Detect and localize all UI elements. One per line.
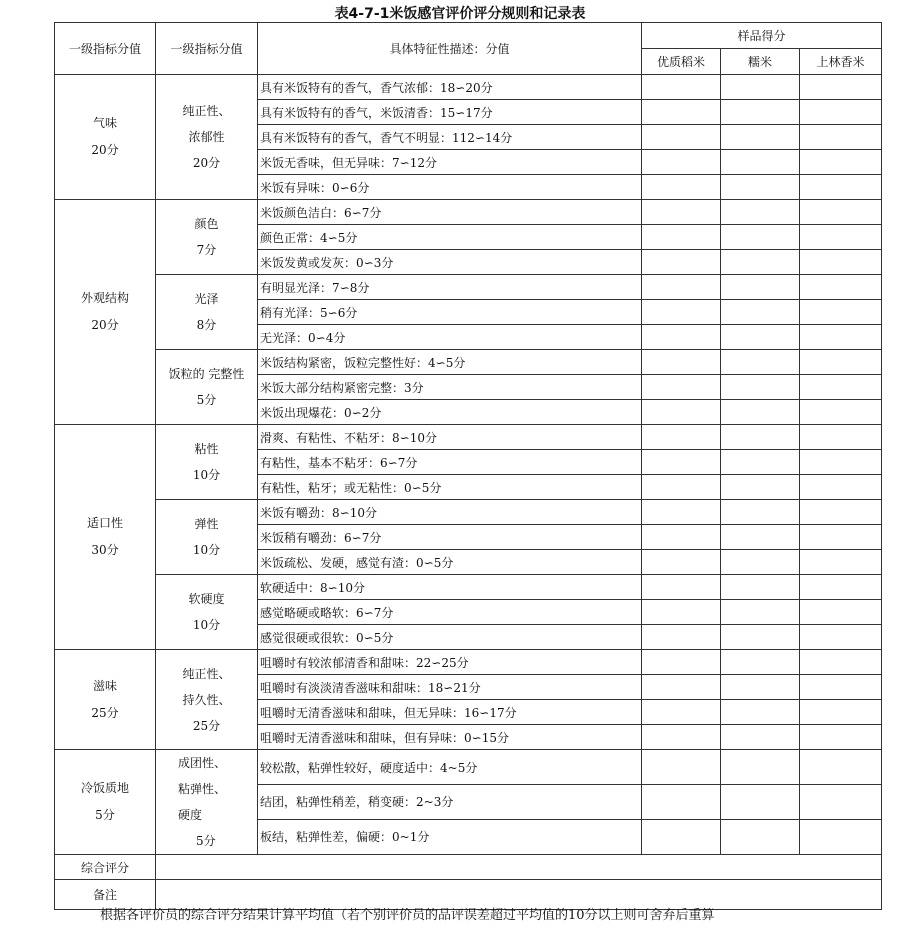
sub-aroma-name2: 浓郁性 xyxy=(188,130,225,144)
category-taste-name: 滋味 xyxy=(92,678,117,693)
sub-taste-name2: 持久性、 xyxy=(182,692,231,707)
criterion: 米饭稍有嚼劲：6∽7分 xyxy=(258,525,642,550)
score-cell[interactable] xyxy=(800,785,882,819)
sub-aroma-score: 20分 xyxy=(192,156,221,170)
score-cell[interactable] xyxy=(721,450,800,475)
criterion: 米饭颜色洁白：6∽7分 xyxy=(258,200,642,225)
sub-taste xyxy=(156,650,258,750)
criterion: 米饭发黄或发灰：0∽3分 xyxy=(258,250,642,275)
score-cell[interactable] xyxy=(800,575,882,600)
score-cell[interactable] xyxy=(800,75,882,100)
score-cell[interactable] xyxy=(800,450,882,475)
sub-gloss-name: 光泽 xyxy=(194,292,219,306)
score-cell[interactable] xyxy=(800,425,882,450)
score-cell[interactable] xyxy=(721,700,800,725)
criterion: 米饭结构紧密，饭粒完整性好：4∽5分 xyxy=(258,350,642,375)
sub-taste-score: 25分 xyxy=(192,718,221,733)
score-cell[interactable] xyxy=(642,275,721,300)
sub-cold-score: 5分 xyxy=(196,834,216,848)
score-cell[interactable] xyxy=(642,475,721,500)
sub-elasticity-score: 10分 xyxy=(192,543,221,557)
score-cell[interactable] xyxy=(800,325,882,350)
criterion: 米饭疏松、发硬，感觉有渣：0∽5分 xyxy=(258,550,642,575)
score-cell[interactable] xyxy=(721,75,800,100)
score-cell[interactable] xyxy=(800,250,882,275)
sub-cold xyxy=(156,750,258,855)
remarks-label: 备注 xyxy=(55,880,156,910)
score-cell[interactable] xyxy=(721,300,800,325)
score-cell[interactable] xyxy=(721,150,800,175)
overall-score-label: 综合评分 xyxy=(55,855,156,880)
score-cell[interactable] xyxy=(642,650,721,675)
score-cell[interactable] xyxy=(800,275,882,300)
sub-cold-name2: 粘弹性、 xyxy=(178,782,227,796)
score-cell[interactable] xyxy=(721,750,800,785)
score-cell[interactable] xyxy=(800,400,882,425)
score-cell[interactable] xyxy=(721,375,800,400)
category-cold-score: 5分 xyxy=(95,808,115,822)
sub-integrity-name: 饭粒的 完整性 xyxy=(168,367,245,381)
score-cell[interactable] xyxy=(642,100,721,125)
score-cell[interactable] xyxy=(642,250,721,275)
score-cell[interactable] xyxy=(642,375,721,400)
header-sample-1: 优质稻米 xyxy=(642,49,721,75)
score-cell[interactable] xyxy=(800,475,882,500)
score-cell[interactable] xyxy=(642,350,721,375)
score-cell[interactable] xyxy=(642,225,721,250)
score-cell[interactable] xyxy=(721,819,800,854)
criterion: 米饭有异味：0∽6分 xyxy=(258,175,642,200)
criterion: 具有米饭特有的香气，香气不明显：112∽14分 xyxy=(258,125,642,150)
sub-hardness-name: 软硬度 xyxy=(188,592,225,606)
score-cell[interactable] xyxy=(642,75,721,100)
score-cell[interactable] xyxy=(721,250,800,275)
score-cell[interactable] xyxy=(721,425,800,450)
score-cell[interactable] xyxy=(721,725,800,750)
score-cell[interactable] xyxy=(800,600,882,625)
sub-elasticity-name: 弹性 xyxy=(194,517,219,531)
score-cell[interactable] xyxy=(721,400,800,425)
criterion: 稍有光泽：5∽6分 xyxy=(258,300,642,325)
header-sample-2: 糯米 xyxy=(721,49,800,75)
category-aroma-score: 20分 xyxy=(91,143,119,157)
sub-cold-name1: 成团性、 xyxy=(178,756,227,770)
score-cell[interactable] xyxy=(721,600,800,625)
score-cell[interactable] xyxy=(642,125,721,150)
score-cell[interactable] xyxy=(721,550,800,575)
score-cell[interactable] xyxy=(721,625,800,650)
sub-color xyxy=(156,200,258,275)
score-cell[interactable] xyxy=(642,700,721,725)
score-cell[interactable] xyxy=(642,675,721,700)
category-cold-rice xyxy=(55,750,156,855)
sub-viscosity xyxy=(156,425,258,500)
score-cell[interactable] xyxy=(800,819,882,854)
criterion: 颜色正常：4∽5分 xyxy=(258,225,642,250)
score-cell[interactable] xyxy=(800,350,882,375)
header-sample-score: 样品得分 xyxy=(642,23,882,49)
sub-hardness-score: 10分 xyxy=(192,618,221,632)
sub-integrity-score: 5分 xyxy=(196,393,217,407)
score-cell[interactable] xyxy=(721,225,800,250)
criterion: 结团，粘弹性稍差，稍变硬：2~3分 xyxy=(258,785,642,819)
score-cell[interactable] xyxy=(642,750,721,785)
sub-aroma xyxy=(156,75,258,200)
score-cell[interactable] xyxy=(721,125,800,150)
criterion: 有粘性，基本不粘牙：6∽7分 xyxy=(258,450,642,475)
score-cell[interactable] xyxy=(800,200,882,225)
score-cell[interactable] xyxy=(642,625,721,650)
score-cell[interactable] xyxy=(642,300,721,325)
score-cell[interactable] xyxy=(721,100,800,125)
score-cell[interactable] xyxy=(800,150,882,175)
criterion: 具有米饭特有的香气，米饭清香：15∽17分 xyxy=(258,100,642,125)
criterion: 滑爽、有粘性、不粘牙：8∽10分 xyxy=(258,425,642,450)
sub-viscosity-score: 10分 xyxy=(192,468,221,482)
sub-gloss-score: 8分 xyxy=(196,318,217,332)
category-aroma xyxy=(55,75,156,200)
sub-cold-name3: 硬度 xyxy=(178,808,203,822)
criterion: 咀嚼时有较浓郁清香和甜味：22∽25分 xyxy=(258,650,642,675)
score-cell[interactable] xyxy=(800,125,882,150)
category-taste xyxy=(55,650,156,750)
score-cell[interactable] xyxy=(642,575,721,600)
category-appearance-score: 20分 xyxy=(91,318,119,332)
header-sample-3: 上林香米 xyxy=(800,49,882,75)
sub-grain-integrity xyxy=(156,350,258,425)
criterion: 咀嚼时无清香滋味和甜味，但有异味：0∽15分 xyxy=(258,725,642,750)
score-cell[interactable] xyxy=(642,819,721,854)
score-cell[interactable] xyxy=(800,625,882,650)
sub-elasticity xyxy=(156,500,258,575)
criterion: 软硬适中：8∽10分 xyxy=(258,575,642,600)
criterion: 有粘性，粘牙；或无粘性：0∽5分 xyxy=(258,475,642,500)
category-aroma-name: 气味 xyxy=(92,116,117,130)
score-cell[interactable] xyxy=(642,600,721,625)
score-cell[interactable] xyxy=(642,785,721,819)
sensory-evaluation-table xyxy=(54,22,882,910)
category-cold-name: 冷饭质地 xyxy=(80,781,129,795)
score-cell[interactable] xyxy=(642,175,721,200)
footer-note: 根据各评价员的综合评分结果计算平均值（若个别评价员的品评误差超过平均值的10分以上则可舍弃后重算 xyxy=(100,908,715,923)
score-cell[interactable] xyxy=(721,525,800,550)
sub-gloss xyxy=(156,275,258,350)
score-cell[interactable] xyxy=(642,425,721,450)
category-taste-score: 25分 xyxy=(91,705,119,720)
category-palatability-score: 30分 xyxy=(91,543,119,557)
score-cell[interactable] xyxy=(800,750,882,785)
sub-color-score: 7分 xyxy=(196,243,217,257)
score-cell[interactable] xyxy=(721,575,800,600)
score-cell[interactable] xyxy=(721,475,800,500)
criterion: 感觉很硬或很软：0∽5分 xyxy=(258,625,642,650)
score-cell[interactable] xyxy=(721,500,800,525)
criterion: 具有米饭特有的香气，香气浓郁：18∽20分 xyxy=(258,75,642,100)
score-cell[interactable] xyxy=(800,725,882,750)
sub-color-name: 颜色 xyxy=(194,217,219,231)
score-cell[interactable] xyxy=(642,200,721,225)
table-title: 表4-7-1米饭感官评价评分规则和记录表 xyxy=(334,6,586,22)
score-cell[interactable] xyxy=(800,525,882,550)
sub-aroma-name1: 纯正性、 xyxy=(182,104,231,118)
criterion: 米饭出现爆花：0∽2分 xyxy=(258,400,642,425)
sub-viscosity-name: 粘性 xyxy=(194,442,219,456)
criterion: 米饭有嚼劲：8∽10分 xyxy=(258,500,642,525)
criterion: 米饭无香味，但无异味：7∽12分 xyxy=(258,150,642,175)
overall-score-cell[interactable] xyxy=(156,855,882,880)
score-cell[interactable] xyxy=(800,225,882,250)
header-description: 具体特征性描述：分值 xyxy=(258,23,642,75)
score-cell[interactable] xyxy=(800,300,882,325)
score-cell[interactable] xyxy=(642,725,721,750)
category-appearance-name: 外观结构 xyxy=(80,291,129,305)
score-cell[interactable] xyxy=(642,450,721,475)
criterion: 咀嚼时无清香滋味和甜味，但无异味：16∽17分 xyxy=(258,700,642,725)
score-cell[interactable] xyxy=(721,650,800,675)
score-cell[interactable] xyxy=(800,175,882,200)
header-col2: 一级指标分值 xyxy=(156,23,258,75)
score-cell[interactable] xyxy=(642,400,721,425)
category-palatability-name: 适口性 xyxy=(86,516,123,530)
criterion: 板结，粘弹性差，偏硬：0~1分 xyxy=(258,819,642,854)
sub-taste-name1: 纯正性、 xyxy=(182,666,231,681)
score-cell[interactable] xyxy=(721,785,800,819)
category-appearance xyxy=(55,200,156,425)
score-cell[interactable] xyxy=(721,275,800,300)
score-cell[interactable] xyxy=(642,500,721,525)
score-cell[interactable] xyxy=(721,175,800,200)
category-palatability xyxy=(55,425,156,650)
score-cell[interactable] xyxy=(721,675,800,700)
score-cell[interactable] xyxy=(642,525,721,550)
score-cell[interactable] xyxy=(800,650,882,675)
criterion: 较松散，粘弹性较好，硬度适中：4~5分 xyxy=(258,750,642,785)
sub-hardness xyxy=(156,575,258,650)
score-cell[interactable] xyxy=(721,350,800,375)
score-cell[interactable] xyxy=(721,200,800,225)
score-cell[interactable] xyxy=(800,375,882,400)
criterion: 米饭大部分结构紧密完整：3分 xyxy=(258,375,642,400)
score-cell[interactable] xyxy=(642,150,721,175)
score-cell[interactable] xyxy=(800,500,882,525)
score-cell[interactable] xyxy=(800,100,882,125)
criterion: 有明显光泽：7∽8分 xyxy=(258,275,642,300)
score-cell[interactable] xyxy=(642,325,721,350)
score-cell[interactable] xyxy=(642,550,721,575)
criterion: 无光泽：0∽4分 xyxy=(258,325,642,350)
score-cell[interactable] xyxy=(800,550,882,575)
score-cell[interactable] xyxy=(800,700,882,725)
header-col1: 一级指标分值 xyxy=(55,23,156,75)
criterion: 咀嚼时有淡淡清香滋味和甜味：18∽21分 xyxy=(258,675,642,700)
score-cell[interactable] xyxy=(800,675,882,700)
criterion: 感觉略硬或略软：6∽7分 xyxy=(258,600,642,625)
score-cell[interactable] xyxy=(721,325,800,350)
